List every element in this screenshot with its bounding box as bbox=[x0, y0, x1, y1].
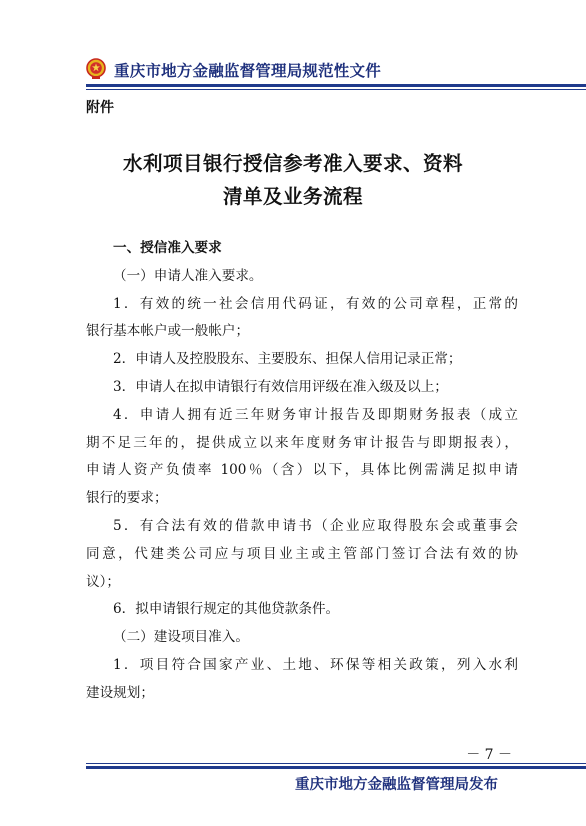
document-title-line-2: 清单及业务流程 bbox=[222, 185, 363, 208]
paragraph-line: 2．申请人及控股股东、主要股东、担保人信用记录正常； bbox=[113, 351, 462, 368]
attachment-label: 附件 bbox=[86, 100, 114, 116]
paragraph-line: 同意，代建类公司应与项目业主或主管部门签订合法有效的协 bbox=[86, 545, 518, 562]
paragraph-line: 期不足三年的，提供成立以来年度财务审计报告与即期报表）， bbox=[86, 434, 518, 451]
footer-rule-thin bbox=[86, 763, 586, 764]
subsection-heading: （二）建设项目准入。 bbox=[113, 629, 249, 646]
subsection-heading: （一）申请人准入要求。 bbox=[113, 267, 263, 284]
header-rule-thin bbox=[86, 89, 586, 90]
document-title-line-1: 水利项目银行授信参考准入要求、资料 bbox=[122, 152, 463, 175]
paragraph-line: 6．拟申请银行规定的其他贷款条件。 bbox=[113, 601, 340, 618]
paragraph-line: 4．申请人拥有近三年财务审计报告及即期财务报表（成立 bbox=[113, 406, 518, 423]
paragraph-line: 议）； bbox=[86, 573, 120, 590]
header-title: 重庆市地方金融监督管理局规范性文件 bbox=[114, 62, 381, 80]
paragraph-line: 1．有效的统一社会信用代码证，有效的公司章程，正常的 bbox=[113, 295, 518, 312]
page-number: － 7 － bbox=[466, 747, 512, 763]
footer-publisher: 重庆市地方金融监督管理局发布 bbox=[295, 777, 498, 793]
paragraph-line: 1．项目符合国家产业、土地、环保等相关政策，列入水利 bbox=[113, 656, 518, 673]
national-emblem-icon bbox=[86, 58, 106, 80]
paragraph-line: 5．有合法有效的借款申请书（企业应取得股东会或董事会 bbox=[113, 517, 518, 534]
paragraph-line: 银行基本帐户或一般帐户； bbox=[86, 323, 250, 340]
footer-rule-thick bbox=[86, 766, 586, 769]
paragraph-line: 3．申请人在拟申请银行有效信用评级在准入级及以上； bbox=[113, 378, 448, 395]
document-body bbox=[86, 235, 518, 708]
paragraph-line: 银行的要求； bbox=[86, 490, 168, 507]
paragraph-line: 申请人资产负债率 100％（含）以下，具体比例需满足拟申请 bbox=[86, 462, 518, 479]
section-heading: 一、授信准入要求 bbox=[113, 240, 222, 256]
header-rule-thick bbox=[86, 84, 586, 87]
paragraph-line: 建设规划； bbox=[86, 684, 154, 701]
